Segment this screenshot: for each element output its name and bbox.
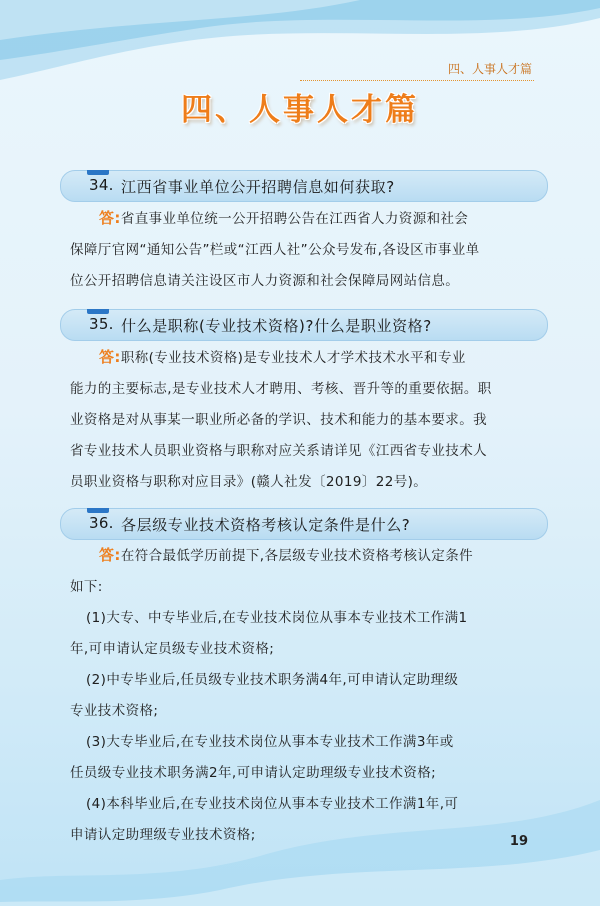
answer-36-line-1: 在符合最低学历前提下,各层级专业技术资格考核认定条件	[120, 548, 474, 564]
header-divider	[300, 80, 534, 81]
question-marker	[87, 309, 109, 314]
answer-34-line-1: 省直事业单位统一公开招聘公告在江西省人力资源和社会	[120, 211, 469, 227]
page-title: 四、人事人才篇	[181, 92, 419, 128]
question-marker	[87, 170, 109, 175]
question-36-number: 36.	[89, 514, 114, 532]
question-35-number: 35.	[89, 315, 114, 333]
answer-35	[70, 342, 540, 498]
question-34-number: 34.	[89, 176, 114, 194]
question-34-title: 江西省事业单位公开招聘信息如何获取?	[121, 178, 395, 196]
question-marker	[87, 508, 109, 513]
answer-34-line-2: 保障厅官网“通知公告”栏或“江西人社”公众号发布,各设区市事业单	[70, 242, 480, 258]
answer-36-item-1-line-2: 年,可申请认定员级专业技术资格;	[70, 641, 275, 657]
answer-label: 答:	[99, 209, 121, 227]
answer-35-line-1: 职称(专业技术资格)是专业技术人才学术技术水平和专业	[120, 350, 466, 366]
question-36-title: 各层级专业技术资格考核认定条件是什么?	[121, 516, 411, 534]
answer-34-line-3: 位公开招聘信息请关注设区市人力资源和社会保障局网站信息。	[70, 273, 460, 289]
answer-35-line-5: 员职业资格与职称对应目录》(赣人社发〔2019〕22号)。	[70, 474, 428, 490]
answer-35-line-2: 能力的主要标志,是专业技术人才聘用、考核、晋升等的重要依据。职	[70, 381, 492, 397]
answer-label: 答:	[99, 348, 121, 366]
answer-36-item-4-line-2: 申请认定助理级专业技术资格;	[70, 827, 256, 843]
answer-36-item-1-line-1: (1)大专、中专毕业后,在专业技术岗位从事本专业技术工作满1	[86, 610, 468, 626]
question-35-title: 什么是职称(专业技术资格)?什么是职业资格?	[121, 317, 432, 335]
question-35-bar	[60, 309, 548, 341]
answer-36-line-2: 如下:	[70, 579, 103, 595]
answer-36-item-2-line-1: (2)中专毕业后,任员级专业技术职务满4年,可申请认定助理级	[86, 672, 459, 688]
answer-34	[70, 203, 540, 297]
answer-36-item-4-line-1: (4)本科毕业后,在专业技术岗位从事本专业技术工作满1年,可	[86, 796, 459, 812]
question-36-bar	[60, 508, 548, 540]
answer-label: 答:	[99, 546, 121, 564]
answer-35-line-4: 省专业技术人员职业资格与职称对应关系请详见《江西省专业技术人	[70, 443, 487, 459]
question-34-bar	[60, 170, 548, 202]
answer-36-item-2-line-2: 专业技术资格;	[70, 703, 159, 719]
answer-35-line-3: 业资格是对从事某一职业所必备的学识、技术和能力的基本要求。我	[70, 412, 487, 428]
answer-36-item-3-line-1: (3)大专毕业后,在专业技术岗位从事本专业技术工作满3年或	[86, 734, 454, 750]
answer-36-item-3-line-2: 任员级专业技术职务满2年,可申请认定助理级专业技术资格;	[70, 765, 437, 781]
section-header-label: 四、人事人才篇	[447, 62, 532, 76]
page-number: 19	[509, 834, 528, 849]
answer-36	[70, 540, 540, 851]
